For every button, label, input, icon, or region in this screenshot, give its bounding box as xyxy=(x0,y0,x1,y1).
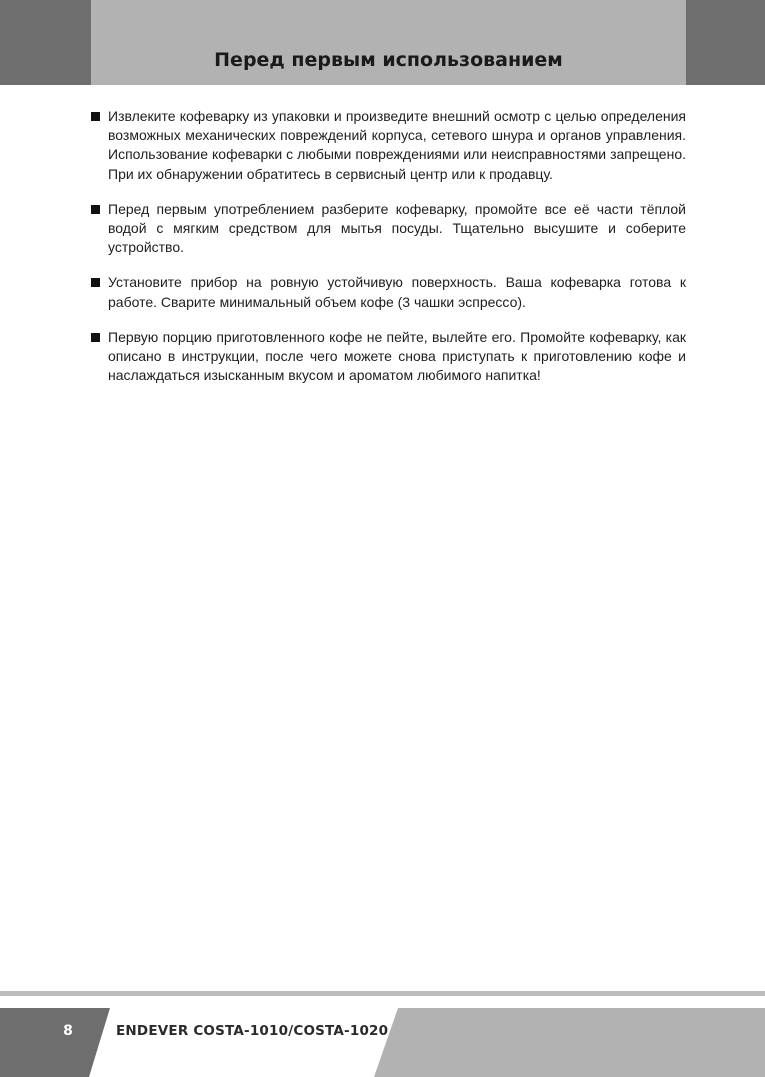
footer-model-name: ENDEVER COSTA-1010/COSTA-1020 xyxy=(116,1023,389,1039)
square-bullet-icon xyxy=(91,112,100,121)
list-item-text: Первую порцию приготовленного кофе не пейте, вылейте его. Промойте кофеварку, как описано в инструкции, после чего можете снова приступать к приготовлению кофе и наслаждаться изысканным вкусом и ароматом любимого напитка! xyxy=(108,328,686,384)
page-number: 8 xyxy=(63,1023,73,1039)
page-title: Перед первым использованием xyxy=(214,49,563,71)
square-bullet-icon xyxy=(91,205,100,214)
footer-right-band xyxy=(374,1008,765,1077)
square-bullet-icon xyxy=(91,333,100,342)
list-item xyxy=(90,107,686,184)
footer-band xyxy=(0,1008,765,1077)
list-item-text: Установите прибор на ровную устойчивую поверхность. Ваша кофеварка готова к работе. Сварите минимальный объем кофе (3 чашки эспрессо). xyxy=(108,274,686,310)
footer-page-tab xyxy=(0,1008,110,1077)
list-item-text: Перед первым употреблением разберите кофеварку, промойте все её части тёплой водой с мягким средством для мытья посуды. Тщательно высушите и соберите устройство. xyxy=(108,200,686,256)
square-bullet-icon xyxy=(91,278,100,287)
header-left-block xyxy=(0,0,91,85)
list-item xyxy=(90,200,686,258)
footer-divider xyxy=(0,991,765,996)
list-item-text: Извлеките кофеварку из упаковки и произведите внешний осмотр с целью определения возможных механических повреждений корпуса, сетевого шнура и органов управления. Использование кофеварки с любыми повреждениями или неисправностями запрещено. При их обнаружении обратитесь в сервисный центр или к продавцу. xyxy=(108,108,686,182)
instruction-list xyxy=(90,107,686,401)
header-title-band xyxy=(91,0,686,85)
list-item xyxy=(90,328,686,386)
list-item xyxy=(90,273,686,311)
header-right-block xyxy=(686,0,765,85)
